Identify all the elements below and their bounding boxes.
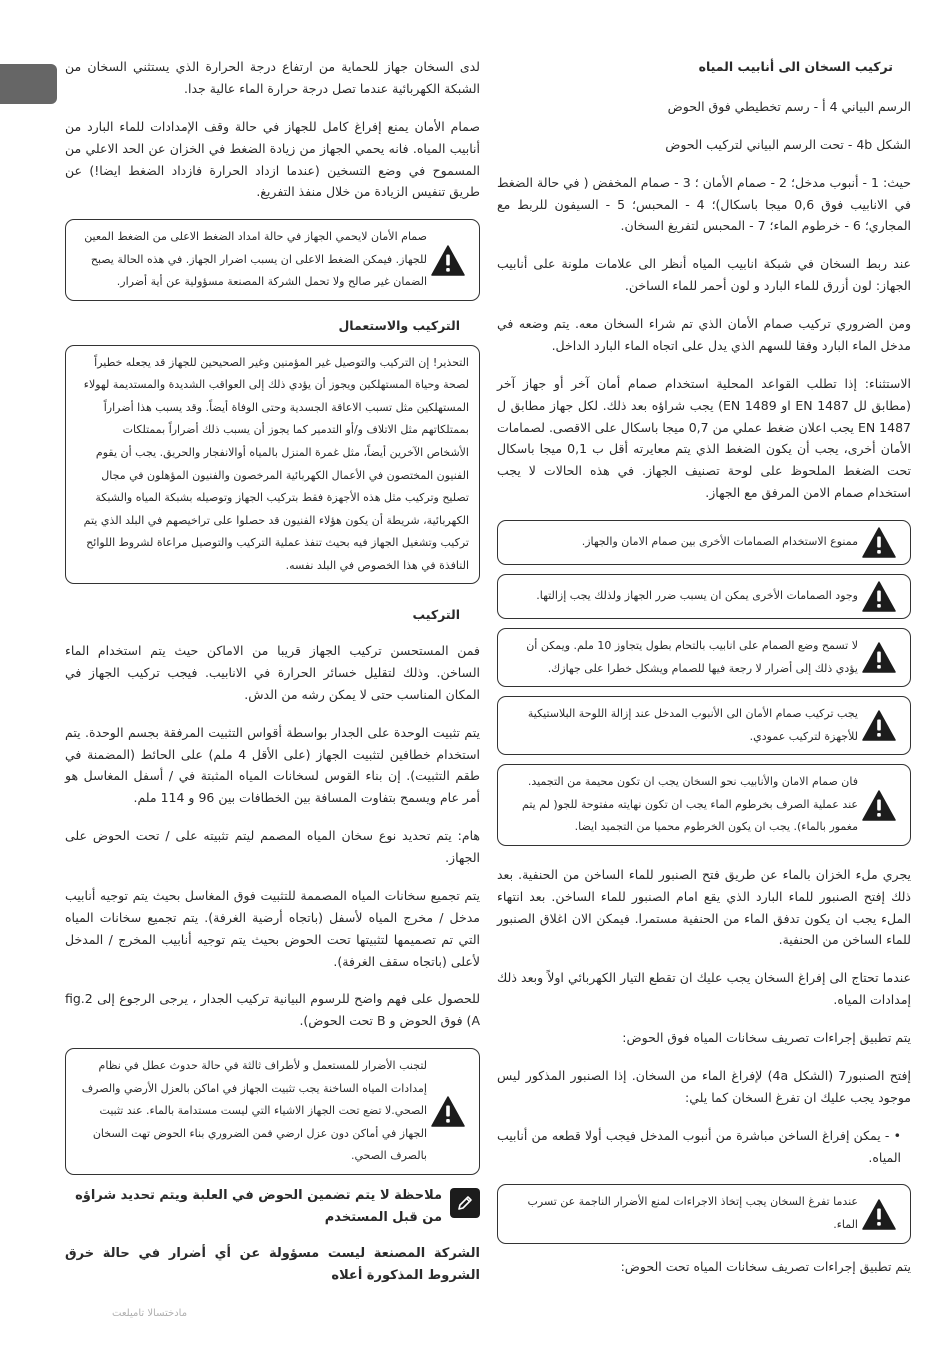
section-heading-installation-use: التركيب والاستعمال [338, 317, 460, 333]
warning-text: التحذير! إن التركيب والتوصيل غير المؤمنين وغير الصحيحين للجهاز قد يجعله خطيراً لصحة وحياة المستهلكين ويجوز أن يؤدي ذلك إلى العواقب الشديدة والمستديمة لهولاء المستهلكين مثل تسبب الاعاقة الجسدية وحتى الوفاة أيضاً. وقد يسبب هذا أضراراً بممتلكاتهم مثل الاتلاف و/أو التدمير كما يجوز أن يسبب ذلك أضراراً بممتلكات الأشخاص الآخرين أيضاً، مثل غمرة المنزل بالمياه أوالانفجار والحريق. يجب أن يقوم الفنيون المختصون في الأعمال الكهربائية المرخصون والفنيون المؤهلون في مجال تصليح وتركيب مثل هذه الأجهزة فقط بتركيب الجهاز وتوصيله بشبكة المياه والشبكة الكهربائية، شريطة أن يكون هؤلاء الفنيون قد حصلوا على تراخيصهم في البلد الذي يتم تركيب وتشغيل الجهاز فيه بحيث تنفذ عملية التركيب والتوصيل مراعاة لشروط اللوائح النافذة في هذا الخصوص في البلد نفسه. [83, 355, 469, 572]
paragraph: يتم تطبيق إجراءات تصريف سخانات المياه فوق الحوض: [622, 1030, 911, 1046]
footer-mirrored-label: مادختسالا تاميلعت [112, 1308, 188, 1319]
paragraph: الاستثناء: إذا تطلب القواعد المحلية استخدام صمام أمان آخر أو جهاز آخر (مطابق لل EN 1487 او EN 1489) يجب شراؤه بعد ذلك. لكل جهاز مطابق ل EN 1487 يجب اعلان ضغط عملي من 0,7 ميجا باسكال على الاقصى. لصمامات الأمان أخرى، يجب أن يكون الضغط الذي يتم معايرته أقل ب 0,1 ميجا باسكال تحت الضغط الملحوظ على لوحة تصنيف الجهاز. في هذه الحالات لا يجب استخدام صمام الامن المرفق مع الجهاز. [497, 375, 911, 501]
warning-icon [858, 527, 900, 558]
warning-text: يجب تركيب صمام الأمان الى الأنبوب المدخل عند إزالة اللوحة البلاستيكية للأجهزة لتركيب عمودي. [527, 707, 858, 743]
warning-box [497, 520, 911, 565]
note-pencil-icon [450, 1188, 480, 1218]
section-heading-mounting: التركيب [412, 607, 460, 623]
warning-icon [427, 245, 469, 276]
warning-box [65, 219, 480, 301]
paragraph: يتم تطبيق إجراءات تصريف سخانات المياه تحت الحوض: [620, 1258, 911, 1274]
note-box [65, 1185, 480, 1229]
warning-text: وجود الصمامات الأخرى يمكن ان يسبب ضرر الجهاز ولذلك يجب إزالتها. [536, 589, 858, 603]
warning-text: عندما تفرغ السخان يجب إتخاذ الاجراءات لمنع الأضرار الناجمة عن تسرب الماء. [527, 1195, 858, 1231]
bullet-item: • - يمكن إفراغ الساخن مباشرة من أنبوب المدخل فيجب أولا قطعه من أنابيب المياه. [497, 1127, 901, 1165]
page-tab-marker [0, 64, 57, 104]
paragraph: يتم تجميع سخانات المياه المصممة للتثبيت فوق المغاسل بحيث يتم توجيه أنابيب مدخل / مخرج المياه لأسفل (باتجاه أرضية الغرفة). يتم تجميع سخانات المياه التي تم تصميمها لتثبيتها تحت الحوض بحيث يتم توجيه أنابيب المخرج / المدخل لأعلى (باتجاه سقف الغرفة). [65, 887, 480, 969]
warning-box [65, 345, 480, 584]
paragraph: هام: يتم تحديد نوع سخان المياه المصمم ليتم تثبيته على / تحت الحوض على الجهاز. [65, 828, 480, 866]
disclaimer-paragraph: الشركة المصنعة ليست مسؤولة عن أي أضرار في حالة خرق الشروط المذكورة أعلاه [65, 1246, 480, 1284]
warning-box [497, 574, 911, 619]
paragraph: عند ربط السخان في شبكة انابيب المياه أنظر الى علامات ملونة على أنابيب الجهاز: لون أزرق للماء البارد و لون أحمر للماء الساخن. [497, 256, 911, 294]
warning-icon [427, 1096, 469, 1127]
warning-text: فان صمام الامان والأنابيب نحو السخان يجب ان تكون محيمة من التجميد. عند عملية الصرف بخرطوم الماء يجب ان تكون نهايته مفتوحة للجو( لم يتم مغمور بالماء). يجب ان يكون الخرطوم محميا من التجميد ايضا. [522, 775, 858, 834]
warning-box [497, 1184, 911, 1243]
paragraph: للحصول على فهم واضح للرسوم البيانية تركيب الجدار ، يرجى الرجوع إلى fig.2 A) فوق الحوض و B تحت الحوض). [65, 991, 480, 1029]
warning-text: لتجنب الأضرار للمستعمل و لأطراف ثالثة في حالة حدوث عطل في نظام إمدادات المياه الساخنة يجب تثبيت الجهاز في اماكن بالعزل الأرضي والصرف الصحي.لا تضع تحت الجهاز الاشياء التي ليست مستدامة بالماء. عند تثبيت الجهاز في أماكن دون عزل ارضي فمن الضروري بناء الحوض تهت السخان بالصرف الصحي. [81, 1059, 427, 1163]
warning-box [497, 764, 911, 846]
warning-icon [858, 642, 900, 673]
paragraph: الرسم البياني 4 أ - رسم تخطيطي فوق الحوض [667, 98, 911, 114]
warning-box [497, 696, 911, 755]
section-heading-pipe-installation: تركيب السخان الى أنابيب المياه [698, 59, 893, 74]
paragraph: فمن المستحسن تركيب الجهاز قريبا من الاماكن حيث يتم استخدام الماء الساخن. وذلك لتقليل خسائر الحرارة في الانابيب. فيجب تركيب الجهاز في المكان المناسب حتى لا يمكن رشه من الدش. [65, 643, 480, 702]
paragraph: لدى السخان جهاز للحماية من ارتفاع درجة الحرارة الذي يستثني السخان من الشبكة الكهربائية عندما تصل درجة حرارة الماء عالية جدا. [65, 59, 480, 96]
paragraph: يجري ملء الخزان بالماء عن طريق فتح الصنبور للماء الساخن من الحنفية. بعد ذلك إفتح الصنبور للماء البارد الذي يقع امام الصنبور للماء الساخن. بعد انتهاء الملء يجب ان يكون تدفق الماء من الحنفية مستمرا. فيمكن الان اغلاق الصنبور للماء الساخن من الحنفية. [497, 866, 911, 948]
paragraph: صمام الأمان يمنع إفراغ كامل للجهاز في حالة وقف الإمدادات للماء البارد من أنابيب المياه. فانه يحمي الجهاز من زيادة الضغط في الخزان عن الحد الاعلي من المسموح في وضع التسخين (عندما ازداد الحرارة فازداد الضغط ايضا!) عن طريق تنفيس الزيادة من خلال منفذ التفريغ. [65, 118, 480, 200]
paragraph: حيث: 1 - أنبوب مدخل؛ 2 - صمام الأمان ؛ 3 - صمام المخفض ( في حالة الضغط في الانابيب فوق 0,6 ميجا باسكال)؛ 4 - المحبس؛ 5 - السيفون للربط مع المجاري؛ 6 - خرطوم الماء؛ 7 - المحبس لتفريغ السخان. [497, 174, 912, 234]
warning-box [65, 1048, 480, 1175]
warning-icon [858, 581, 900, 612]
right-column [497, 56, 911, 1293]
paragraph: ومن الضروري تركيب صمام الأمان الذي تم شراء السخان معه. يتم وضعه في مدخل الماء البارد وفقا للسهم الذي يدل على اتجاه الماء البارد الداخل. [497, 316, 911, 353]
warning-text: لا تسمح وضع الصمام على انابيب بالتحام بطول يتجاوز 10 ملم. ويمكن أن يؤدي ذلك إلى أضرار لا رجعة فيها للصمام ويشكل خطرا على جهازك. [526, 639, 858, 675]
warning-text: ممنوع الاستخدام الصمامات الأخرى بين صمام الامان والجهاز. [581, 535, 858, 549]
paragraph: يتم تثبيت الوحدة على الجدار بواسطة أقواس التثبيت المرفقة بجسم الوحدة. يتم استخدام خطافين لتثبيت الجهاز (على الأقل 4 ملم) على الحائط (المضمنة في طقم التثبيت). إن بناء القوس لسخانات المياه المثبتة في / أسفل المغاسل هو أمر عام ويسمح بتفاوت المسافة بين الخطافات بين 96 و 114 ملم. [65, 724, 480, 806]
warning-icon [858, 1199, 900, 1230]
warning-icon [858, 710, 900, 741]
paragraph: الشكل 4b - تحت الرسم البياني لتركيب الحوض [665, 136, 911, 152]
warning-icon [858, 790, 900, 821]
note-text: ملاحظة لا يتم تضمين الحوض في العلبة ويتم تحديد شراؤه من قبل المستخدم [75, 1187, 442, 1226]
left-column [65, 56, 480, 1303]
warning-text: صمام الأمان لايحمي الجهاز في حالة امداد الضغط الاعلى من الضغط المعين للجهاز. فيمكن الضغط الاعلى ان يسبب اضرار الجهاز. في هذه الحالة يصبح الضمان غير صالح ولا تحمل الشركة المصنعة مسؤولية عن أية أضرار. [84, 230, 427, 289]
warning-box [497, 628, 911, 687]
paragraph: إفتح الصنبور7 (الشكل 4a) لإفراغ الماء من السخان. إذا الصنبور المذكور ليس موجود يجب عليك ان تفرغ السخان كما يلي: [497, 1067, 912, 1105]
paragraph: عندما تحتاج الى إفراغ السخان يجب عليك ان تقطع التيار الكهربائي اولاً وبعد ذلك إمدادات المياه. [497, 970, 911, 1008]
